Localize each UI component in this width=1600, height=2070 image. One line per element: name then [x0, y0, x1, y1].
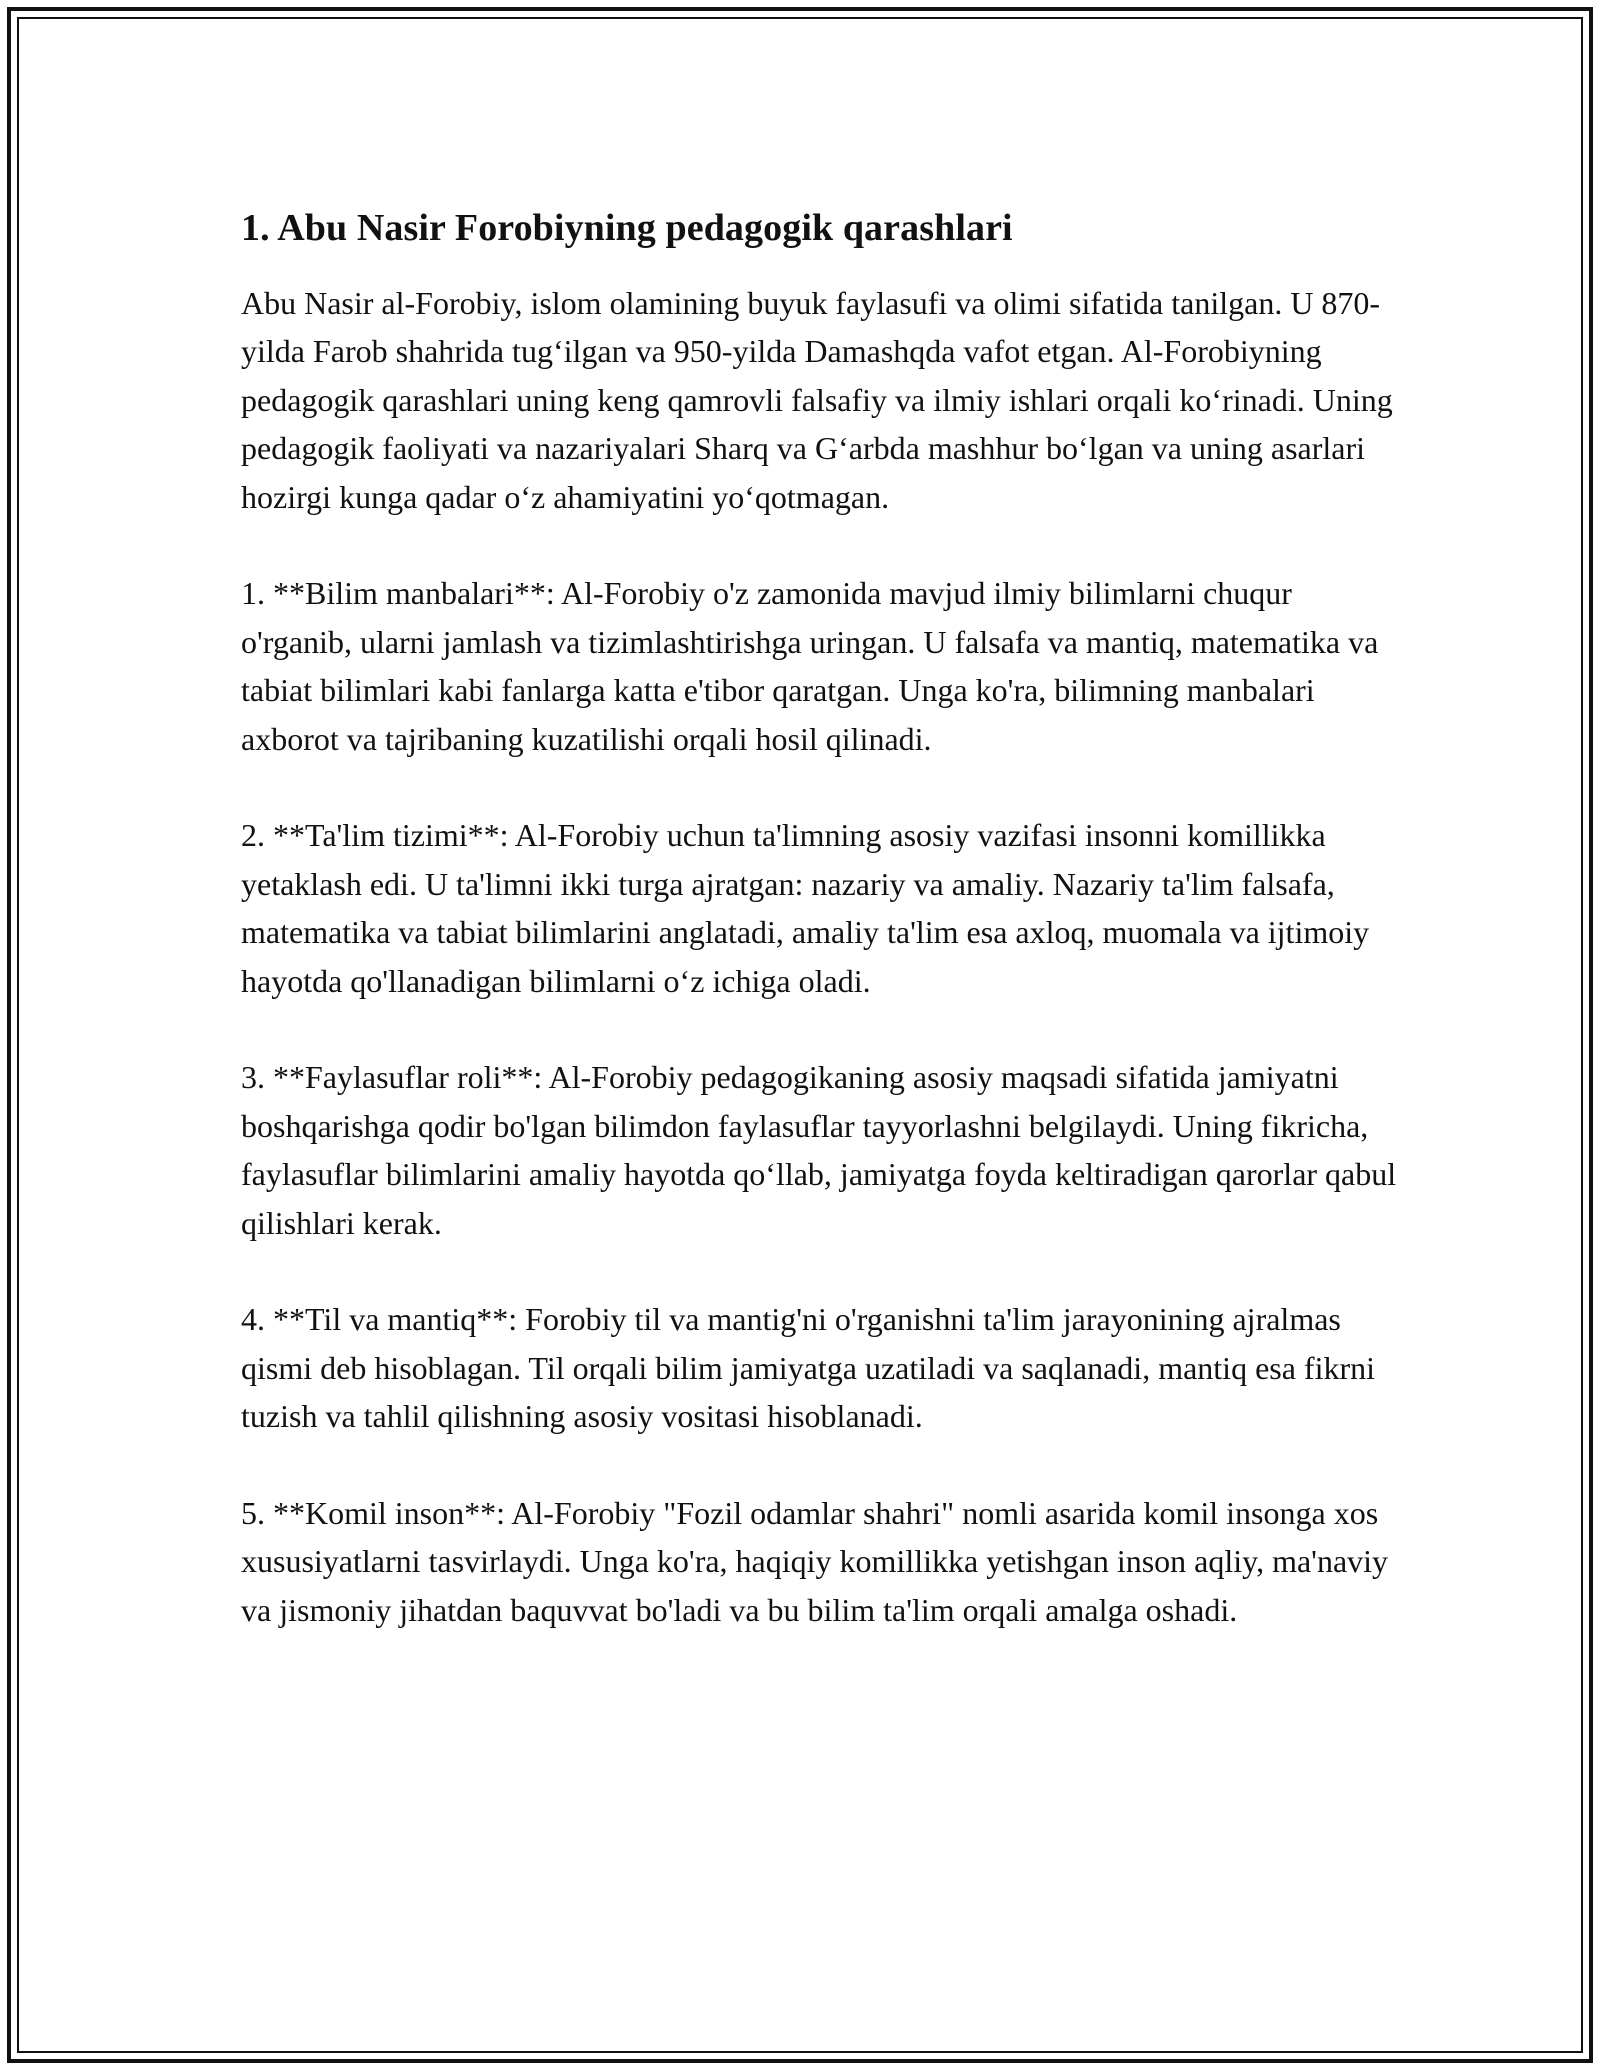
page-border-outer: [7, 7, 1593, 2063]
paragraph-bilim-manbalari: 1. **Bilim manbalari**: Al-Forobiy o'z zamonida mavjud ilmiy bilimlarni chuqur o'rganib, ularni jamlash va tizimlashtirishga uringan. U falsafa va mantiq, matematika va tabiat bilimlari kabi fanlarga katta e'tibor qaratgan. Unga ko'ra, bilimning manbalari axborot va tajribaning kuzatilishi orqali hosil qilinadi.: [241, 575, 1379, 757]
document-body: [241, 205, 1401, 1682]
paragraph-faylasuflar-roli: 3. **Faylasuflar roli**: Al-Forobiy pedagogikaning asosiy maqsadi sifatida jamiyatni boshqarishga qodir bo'lgan bilimdon faylasuflar tayyorlashni belgilaydi. Uning fikricha, faylasuflar bilimlarini amaliy hayotda qo‘llab, jamiyatga foyda keltiradigan qarorlar qabul qilishlari kerak.: [241, 1059, 1397, 1241]
paragraph-komil-inson: 5. **Komil inson**: Al-Forobiy "Fozil odamlar shahri" nomli asarida komil insonga xos xususiyatlarni tasvirlaydi. Unga ko'ra, haqiqiy komillikka yetishgan inson aqliy, ma'naviy va jismoniy jihatdan baquvvat bo'ladi va bu bilim ta'lim orqali amalga oshadi.: [241, 1494, 1389, 1628]
page-border-inner: [17, 17, 1583, 2053]
paragraph-intro: Abu Nasir al-Forobiy, islom olamining buyuk faylasufi va olimi sifatida tanilgan. U 870-yilda Farob shahrida tug‘ilgan va 950-yilda Damashqda vafot etgan. Al-Forobiyning pedagogik qarashlari uning keng qamrovli falsafiy va ilmiy ishlari orqali ko‘rinadi. Uning pedagogik faoliyati va nazariyalari Sharq va G‘arbda mashhur bo‘lgan va uning asarlari hozirgi kunga qadar o‘z ahamiyatini yo‘qotmagan.: [241, 284, 1393, 515]
paragraph-til-va-mantiq: 4. **Til va mantiq**: Forobiy til va mantig'ni o'rganishni ta'lim jarayonining ajralmas qismi deb hisoblagan. Til orqali bilim jamiyatga uzatiladi va saqlanadi, mantiq esa fikrni tuzish va tahlil qilishning asosiy vositasi hisoblanadi.: [241, 1301, 1376, 1434]
document-title: 1. Abu Nasir Forobiyning pedagogik qarashlari: [241, 207, 1013, 249]
paragraph-talim-tizimi: 2. **Ta'lim tizimi**: Al-Forobiy uchun ta'limning asosiy vazifasi insonni komillikka yetaklash edi. U ta'limni ikki turga ajratgan: nazariy va amaliy. Nazariy ta'lim falsafa, matematika va tabiat bilimlarini anglatadi, amaliy ta'lim esa axloq, muomala va ijtimoiy hayotda qo'llanadigan bilimlarni o‘z ichiga oladi.: [241, 817, 1370, 999]
